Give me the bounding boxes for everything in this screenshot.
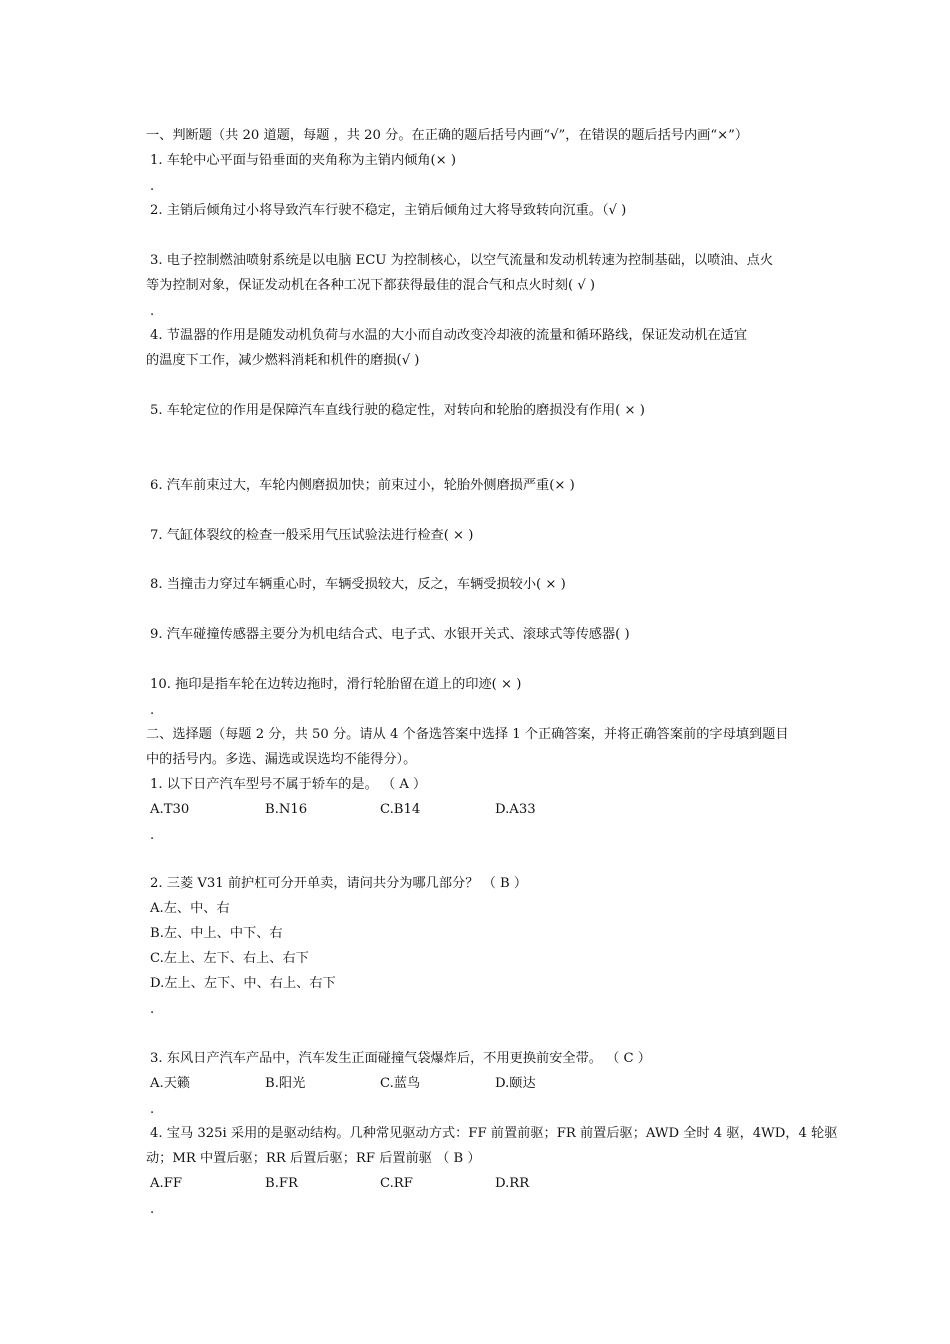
dot-marker: .	[150, 828, 155, 843]
choice-q4-line1: 4. 宝马 325i 采用的是驱动结构。几种常见驱动方式：FF 前置前驱；FR 前置后驱；AWD 全时 4 驱，4WD，4 轮驱	[150, 1126, 838, 1141]
choice-q3-option-a: A.天籁	[150, 1076, 191, 1091]
choice-q1: 1. 以下日产汽车型号不属于轿车的是。 （ A ）	[150, 777, 427, 792]
judge-q3-line1: 3. 电子控制燃油喷射系统是以电脑 ECU 为控制核心，以空气流量和发动机转速为控制基础，以喷油、点火	[150, 253, 774, 268]
dot-marker: .	[150, 179, 155, 194]
choice-q1-option-d: D.A33	[495, 802, 536, 817]
choice-q3-option-c: C.蓝鸟	[380, 1076, 421, 1091]
choice-q1-option-a: A.T30	[150, 802, 190, 817]
judge-q4-line1: 4. 节温器的作用是随发动机负荷与水温的大小而自动改变冷却液的流量和循环路线，保证发动机在适宜	[150, 328, 748, 343]
dot-marker: .	[150, 1102, 155, 1117]
section2-heading-line2: 中的括号内。多选、漏选或误选均不能得分）。	[146, 752, 417, 767]
choice-q2-option-a: A.左、中、右	[150, 901, 230, 916]
judge-q3-line2: 等为控制对象，保证发动机在各种工况下都获得最佳的混合气和点火时刻( √ )	[146, 278, 596, 293]
choice-q2-option-b: B.左、中上、中下、右	[150, 926, 283, 941]
choice-q3: 3. 东风日产汽车产品中，汽车发生正面碰撞气袋爆炸后，不用更换前安全带。 （ C ）	[150, 1051, 651, 1066]
choice-q1-option-c: C.B14	[380, 802, 421, 817]
judge-q4-line2: 的温度下工作，减少燃料消耗和机件的磨损(√ )	[146, 353, 420, 368]
judge-q5: 5. 车轮定位的作用是保障汽车直线行驶的稳定性，对转向和轮胎的磨损没有作用( × )	[150, 403, 645, 418]
choice-q1-option-b: B.N16	[265, 802, 308, 817]
choice-q2-option-d: D.左上、左下、中、右上、右下	[150, 976, 336, 991]
judge-q7: 7. 气缸体裂纹的检查一般采用气压试验法进行检查( × )	[150, 528, 474, 543]
dot-marker: .	[150, 1002, 155, 1017]
choice-q4-option-d: D.RR	[495, 1176, 530, 1191]
judge-q6: 6. 汽车前束过大，车轮内侧磨损加快；前束过小，轮胎外侧磨损严重(× )	[150, 478, 575, 493]
section1-heading: 一、判断题（共 20 道题，每题 ，共 20 分。在正确的题后括号内画“√”，在错误的题后括号内画“×”）	[146, 128, 749, 143]
dot-marker: .	[150, 304, 155, 319]
choice-q4-line2: 动；MR 中置后驱；RR 后置后驱；RF 后置前驱 （ B ）	[146, 1151, 481, 1166]
choice-q2-option-c: C.左上、左下、右上、右下	[150, 951, 309, 966]
dot-marker: .	[150, 1202, 155, 1217]
dot-marker: .	[150, 703, 155, 718]
choice-q4-option-b: B.FR	[265, 1176, 298, 1191]
judge-q8: 8. 当撞击力穿过车辆重心时，车辆受损较大，反之，车辆受损较小( × )	[150, 577, 566, 592]
choice-q4-option-a: A.FF	[150, 1176, 183, 1191]
judge-q9: 9. 汽车碰撞传感器主要分为机电结合式、电子式、水银开关式、滚球式等传感器( )	[150, 627, 630, 642]
choice-q3-option-d: D.颐达	[495, 1076, 536, 1091]
choice-q4-option-c: C.RF	[380, 1176, 413, 1191]
judge-q1: 1. 车轮中心平面与铅垂面的夹角称为主销内倾角(× )	[150, 153, 457, 168]
judge-q2: 2. 主销后倾角过小将导致汽车行驶不稳定，主销后倾角过大将导致转向沉重。（√ )	[150, 203, 627, 218]
choice-q3-option-b: B.阳光	[265, 1076, 306, 1091]
choice-q2: 2. 三菱 V31 前护杠可分开单卖，请问共分为哪几部分？ （ B ）	[150, 876, 528, 891]
section2-heading-line1: 二、选择题（每题 2 分，共 50 分。请从 4 个备选答案中选择 1 个正确答案，并将正确答案前的字母填到题目	[146, 727, 789, 742]
judge-q10: 10. 拖印是指车轮在边转边拖时，滑行轮胎留在道上的印迹( × )	[150, 677, 522, 692]
